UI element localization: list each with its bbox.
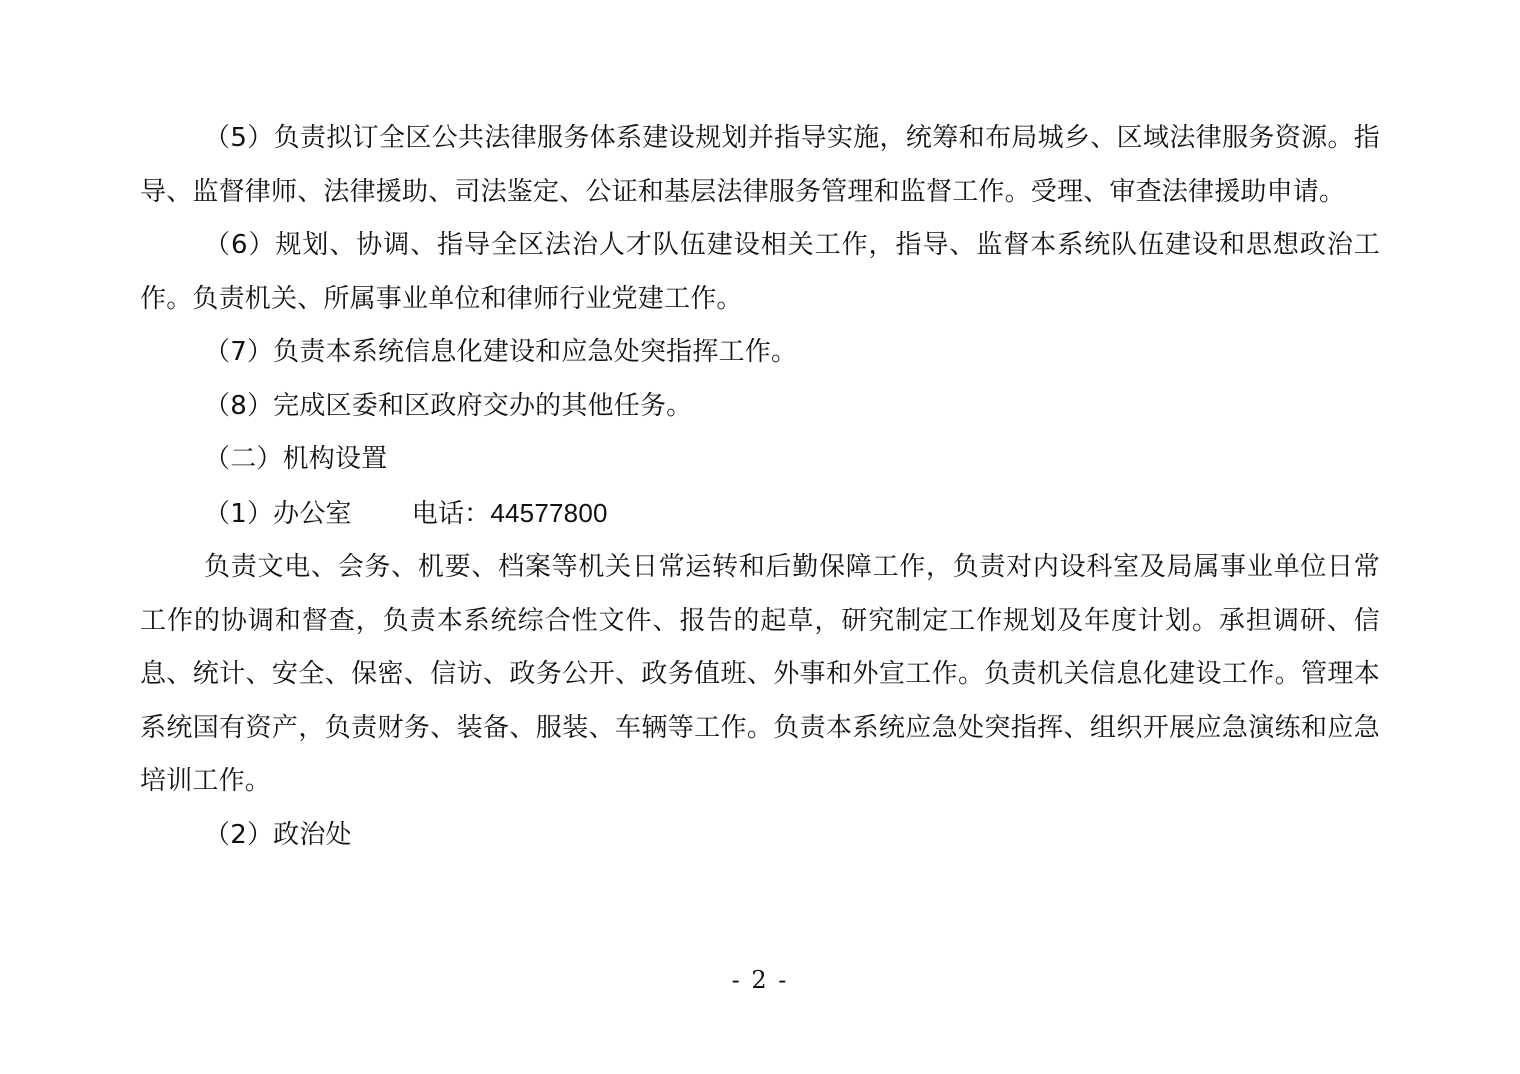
office-heading-line (140, 487, 1380, 542)
page-number: - 2 - (731, 966, 789, 994)
paragraph-item-6: （6）规划、协调、指导全区法治人才队伍建设相关工作，指导、监督本系统队伍建设和思想政治工作。负责机关、所属事业单位和律师行业党建工作。 (140, 230, 1380, 314)
office-phone-label: 电话： (411, 498, 491, 529)
office-description: 负责文电、会务、机要、档案等机关日常运转和后勤保障工作，负责对内设科室及局属事业单位日常工作的协调和督查，负责本系统综合性文件、报告的起草，研究制定工作规划及年度计划。承担调研、信息、统计、安全、保密、信访、政务公开、政务值班、外事和外宣工作。负责机关信息化建设工作。管理本系统国有资产，负责财务、装备、服装、车辆等工作。负责本系统应急处突指挥、组织开展应急演练和应急培训工作。 (140, 552, 1380, 796)
paragraph-item-7: （7）负责本系统信息化建设和应急处突指挥工作。 (204, 337, 798, 367)
political-department-heading: （2）政治处 (204, 819, 352, 850)
office-label: （1）办公室 (204, 498, 352, 529)
office-phone-number: 44577800 (490, 497, 608, 528)
paragraph-item-5: （5）负责拟订全区公共法律服务体系建设规划并指导实施，统筹和布局城乡、区域法律服务资源。指导、监督律师、法律援助、司法鉴定、公证和基层法律服务管理和监督工作。受理、审查法律援助申请。 (140, 123, 1380, 207)
section-heading-organization: （二）机构设置 (204, 444, 388, 474)
paragraph-item-8: （8）完成区委和区政府交办的其他任务。 (204, 390, 693, 421)
document-body (140, 112, 1380, 862)
